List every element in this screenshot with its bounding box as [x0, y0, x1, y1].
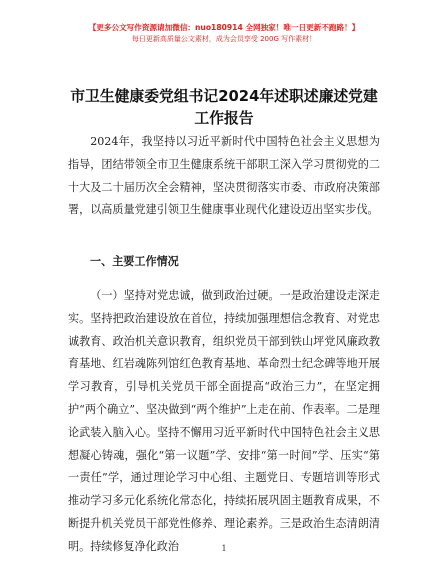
intro-block [68, 131, 380, 222]
document-title [40, 86, 408, 130]
section-body [68, 285, 380, 559]
title-line-1: 市卫生健康委党组书记2024年述职述廉述党建 [70, 88, 378, 105]
section-paragraph: （一）坚持对党忠诚，做到政治过硬。一是政治建设走深走实。坚持把政治建设放在首位，持续加强理想信念教育、对党忠诚教育、政治机关意识教育，组织党员干部到铁山坪党风廉政教育基地、红岩魂陈列馆红色教育基地、革命烈士纪念碑等地开展学习教育，引导机关党员干部全面提高“政治三力”，在坚定拥护“两个确立”、坚决做到“两个维护”上走在前、作表率。二是理论武装入脑入心。坚持不懈用习近平新时代中国特色社会主义思想凝心铸魂，强化“第一议题”学、安排“第一时间”学、压实“第一责任”学，通过理论学习中心组、主题党日、专题培训等形式推动学习多元化系统化常态化，持续拓展巩固主题教育成果，不断提升机关党员干部党性修养、理论素养。三是政治生态清朗清明。持续修复净化政治 [68, 289, 380, 553]
promo-banner [0, 22, 448, 45]
promo-line-primary: 【更多公文写作资源请加微信：nuo180914 全网独家！唯一日更新不跑路！】 [88, 23, 360, 32]
section-heading: 一、主要工作情况 [90, 255, 179, 268]
page-number: 1 [221, 544, 227, 553]
intro-paragraph: 2024年，我坚持以习近平新时代中国特色社会主义思想为指导，团结带领全市卫生健康系统干部职工深入学习贯彻党的二十大及二十届历次全会精神，坚决贯彻落实市委、市政府决策部署，以高质量党建引领卫生健康事业现代化建设迈出坚实步伐。 [68, 135, 380, 217]
title-line-2: 工作报告 [194, 110, 254, 127]
promo-line-secondary: 每日更新高质量公文素材，成为会员享受 200G 写作素材！ [131, 35, 317, 43]
